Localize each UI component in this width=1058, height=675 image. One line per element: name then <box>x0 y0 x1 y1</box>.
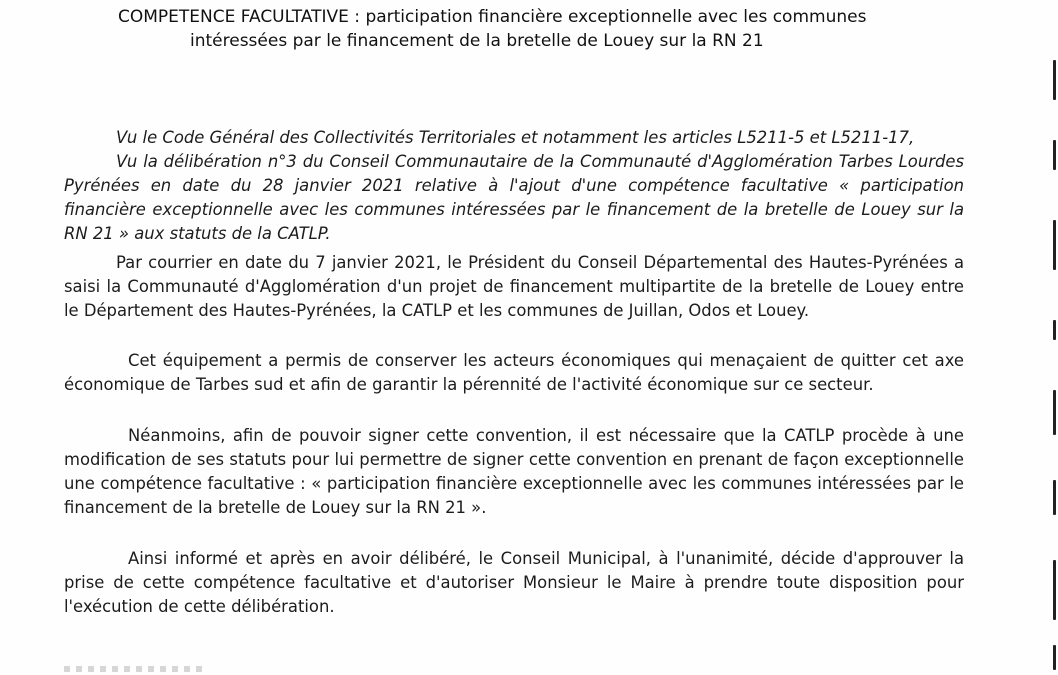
paragraph-equipement <box>64 349 964 397</box>
scan-edge-marks <box>1050 60 1058 675</box>
paragraph-text: Cet équipement a permis de conserver les acteurs économiques qui menaçaient de quitter cet axe économique de Tarbes sud et afin de garantir la pérennité de l'activité économique sur ce secteur. <box>64 351 964 394</box>
vu-deliberation: Vu la délibération n°3 du Conseil Communautaire de la Communauté d'Agglomération Tarbes Lourdes Pyrénées en date du 28 janvier 2021 relative à l'ajout d'une compétence facultative « participation financière exceptionnelle avec les communes intéressées par le financement de la bretelle de Louey sur la RN 21 » aux statuts de la CATLP. <box>64 152 964 243</box>
title-line-2: intéressées par le financement de la bretelle de Louey sur la RN 21 <box>190 31 764 51</box>
scan-bottom-artifact <box>64 666 204 672</box>
vu-code-general: Vu le Code Général des Collectivités Territoriales et notamment les articles L5211-5 et L5211-17, <box>116 128 915 147</box>
paragraph-text: Néanmoins, afin de pouvoir signer cette convention, il est nécessaire que la CATLP procède à une modification de ses statuts pour lui permettre de signer cette convention en prenant de façon exceptionnelle une compétence facultative : « participation financière exceptionnelle avec les communes intéressées par le financement de la bretelle de Louey sur la RN 21 ». <box>64 426 964 517</box>
paragraph-text: Ainsi informé et après en avoir délibéré, le Conseil Municipal, à l'unanimité, décide d'approuver la prise de cette compétence facultative et d'autoriser Monsieur le Maire à prendre toute disposition pour l'exécution de cette délibération. <box>64 549 964 616</box>
paragraph-decision <box>64 547 964 619</box>
legal-references <box>64 126 964 246</box>
paragraph-neanmoins <box>64 424 964 520</box>
paragraph-courrier <box>64 251 964 323</box>
title-line-1: COMPETENCE FACULTATIVE : participation financière exceptionnelle avec les communes <box>118 7 867 27</box>
paragraph-text: Par courrier en date du 7 janvier 2021, le Président du Conseil Départemental des Hautes-Pyrénées a saisi la Communauté d'Agglomération d'un projet de financement multipartite de la bretelle de Louey entre le Département des Hautes-Pyrénées, la CATLP et les communes de Juillan, Odos et Louey. <box>64 253 964 320</box>
